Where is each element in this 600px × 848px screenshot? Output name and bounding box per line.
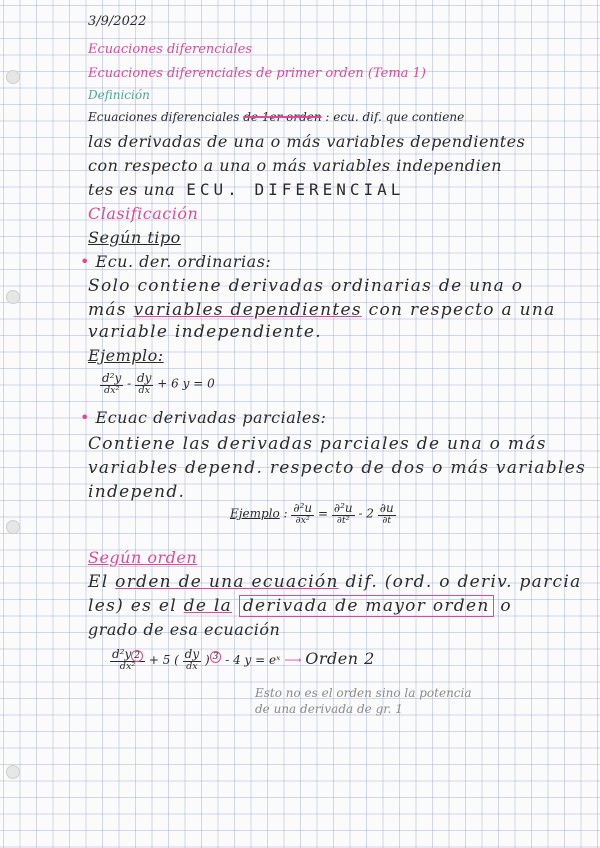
note-line-2: de una derivada de gr. 1 — [255, 702, 403, 716]
pde-line-1: Contiene las derivadas parciales de una o más — [88, 434, 547, 454]
definition-heading: Definición — [88, 88, 150, 102]
bullet-dot: • — [80, 408, 90, 427]
order-example-equation: $\frac{\text{d²y 2}}{\text{dx²}}$ + 5 ( $\frac{dy}{dx}$ ) $^3$ - 4 y = eˣ ⟶ Orden 2 — [112, 647, 375, 673]
binder-hole — [6, 290, 20, 304]
order-circle: 2 — [131, 650, 143, 662]
power-circle: 3 — [210, 651, 222, 663]
arrow-icon: ⟶ — [284, 652, 302, 667]
date: 3/9/2022 — [88, 14, 147, 29]
classification-heading: Clasificación — [88, 204, 199, 223]
note-line-1: Esto no es el orden sino la potencia — [255, 686, 472, 700]
definition-line-4: tes es una ECU. DIFERENCIAL — [88, 180, 405, 199]
definition-line-3: con respecto a una o más variables independien — [88, 156, 503, 175]
title-main: Ecuaciones diferenciales — [88, 42, 253, 57]
ode-line-3: variable independiente. — [88, 322, 322, 342]
order-line-2: les) es el de la derivada de mayor orden o — [88, 596, 512, 616]
example-label: Ejemplo: — [88, 346, 164, 365]
bullet-dot: • — [80, 252, 90, 271]
pde-example: Ejemplo : $\frac{\text{∂²u}}{\text{∂x²}}$ = $\frac{\text{∂²u}}{\text{∂t²}}$ - 2 $\frac{\partial u}{\partial t}$ — [230, 501, 394, 526]
ecu-diferencial-caps: ECU. DIFERENCIAL — [186, 180, 405, 199]
binder-hole — [6, 70, 20, 84]
binder-hole — [6, 520, 20, 534]
order-line-3: grado de esa ecuación — [88, 620, 281, 639]
order-line-1: El orden de una ecuación dif. (ord. o deriv. parcia — [88, 572, 582, 592]
title-sub: Ecuaciones diferenciales de primer orden (Tema 1) — [88, 66, 426, 81]
pde-line-2: variables depend. respecto de dos o más variables — [88, 458, 587, 478]
definition-line-2: las derivadas de una o más variables dependientes — [88, 132, 526, 151]
ode-line-1: Solo contiene derivadas ordinarias de una o — [88, 276, 524, 296]
ode-line-2: más variables dependientes con respecto a una — [88, 300, 556, 320]
ode-bullet: • Ecu. der. ordinarias: — [80, 252, 272, 271]
by-order-heading: Según orden — [88, 548, 198, 567]
pde-bullet: • Ecuac derivadas parciales: — [80, 408, 327, 427]
ode-example-equation: $\frac{\text{d²y}}{\text{dx²}}$ - $\frac{dy}{dx}$ + 6 y = 0 — [102, 371, 215, 396]
by-type-heading: Según tipo — [88, 228, 181, 247]
binder-hole — [6, 765, 20, 779]
highest-derivative-box: derivada de mayor orden — [239, 595, 494, 617]
pde-line-3: independ. — [88, 482, 186, 502]
definition-line-1: Ecuaciones diferenciales de 1er orden : ecu. dif. que contiene — [88, 110, 465, 124]
struck-text: de 1er orden — [243, 110, 322, 124]
dependent-vars-underlined: variables dependientes — [133, 300, 362, 320]
